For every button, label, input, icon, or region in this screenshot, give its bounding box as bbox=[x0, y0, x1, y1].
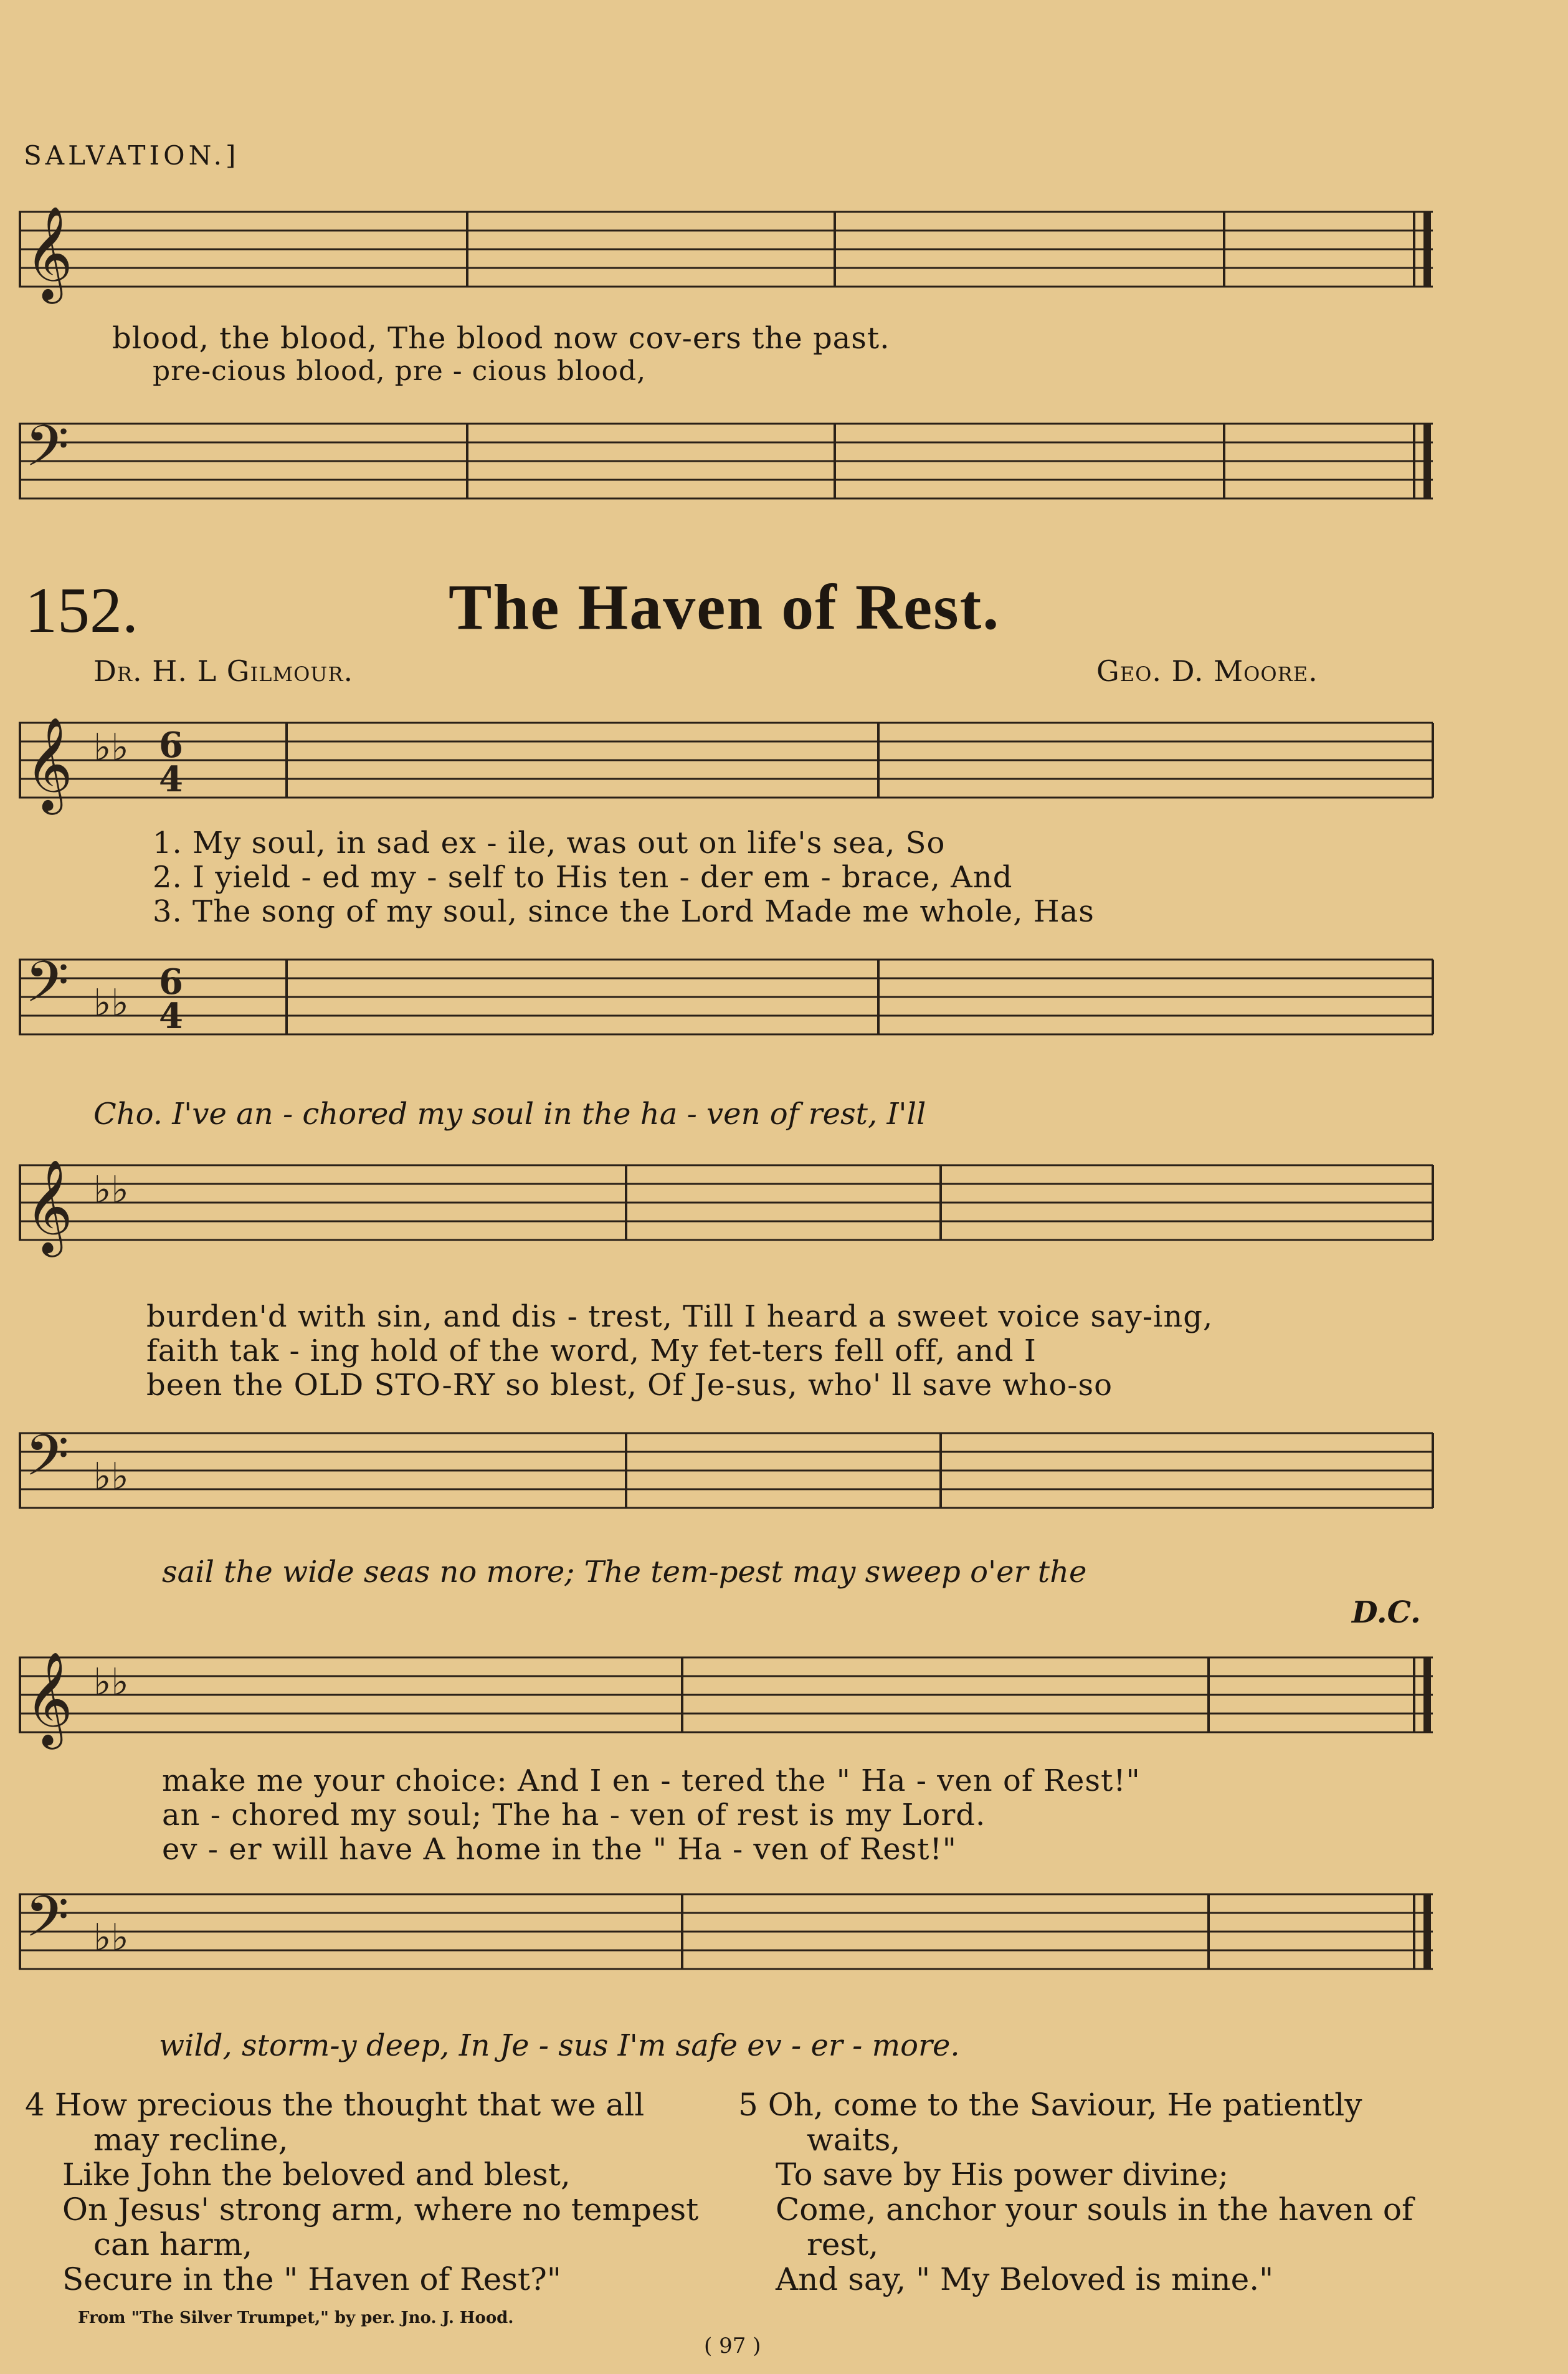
system-3-bass-lines bbox=[19, 1869, 1439, 1994]
system-1-chorus: Cho. I've an - chored my soul in the ha - ven of rest, I'll bbox=[93, 1097, 926, 1132]
system-1-bass-staff bbox=[19, 935, 1439, 1059]
verse-4-line-5: can harm, bbox=[93, 2226, 253, 2262]
svg-text:♭♭: ♭♭ bbox=[93, 1455, 129, 1499]
system-2-treble-staff bbox=[19, 1140, 1439, 1265]
svg-text:6: 6 bbox=[159, 725, 183, 766]
svg-text:♭♭: ♭♭ bbox=[93, 1661, 129, 1704]
svg-text:𝄞: 𝄞 bbox=[25, 1158, 73, 1253]
verse-5-number: 5 bbox=[738, 2087, 758, 2123]
svg-text:𝄢: 𝄢 bbox=[25, 949, 69, 1029]
system-3-verse-2: an - chored my soul; The ha - ven of rest is my Lord. bbox=[162, 1798, 986, 1833]
verse-4-line-1: 4 How precious the thought that we all bbox=[25, 2087, 645, 2123]
svg-text:♭♭: ♭♭ bbox=[93, 1916, 129, 1960]
system-3-bass-staff bbox=[19, 1869, 1439, 1994]
prev-treble-staff-lines bbox=[19, 187, 1439, 312]
verse-5-line-3: To save by His power divine; bbox=[776, 2157, 1229, 2193]
system-1-treble-lines bbox=[19, 698, 1439, 822]
svg-text:𝄞: 𝄞 bbox=[25, 716, 73, 811]
svg-text:𝄢: 𝄢 bbox=[25, 1884, 69, 1963]
author: Dr. H. L Gilmour. bbox=[93, 654, 354, 688]
verse-5-line-6: And say, " My Beloved is mine." bbox=[776, 2261, 1274, 2297]
system-3-verse-1: make me your choice: And I en - tered the " Ha - ven of Rest!" bbox=[162, 1763, 1141, 1798]
composer: Geo. D. Moore. bbox=[1096, 654, 1318, 688]
svg-text:𝄢: 𝄢 bbox=[25, 1423, 69, 1502]
verse-5-line-1: 5 Oh, come to the Saviour, He patiently bbox=[738, 2087, 1362, 2123]
system-3-chorus: wild, storm-y deep, In Je - sus I'm safe ev - er - more. bbox=[159, 2028, 960, 2063]
system-3-treble-staff bbox=[19, 1633, 1439, 1757]
hymn-number: 152. bbox=[25, 574, 138, 646]
prev-bass-staff bbox=[19, 399, 1439, 523]
verse-5-line-4: Come, anchor your souls in the haven of bbox=[776, 2191, 1414, 2228]
svg-text:6: 6 bbox=[159, 961, 183, 1003]
svg-text:4: 4 bbox=[159, 759, 183, 800]
prev-bass-staff-lines bbox=[19, 399, 1439, 523]
system-3-verse-3: ev - er will have A home in the " Ha - ven of Rest!" bbox=[162, 1832, 957, 1867]
verse-4-line-4: On Jesus' strong arm, where no tempest bbox=[62, 2191, 699, 2228]
verse-5-line-2: waits, bbox=[807, 2122, 901, 2158]
svg-text:4: 4 bbox=[159, 996, 183, 1037]
system-2-treble-lines bbox=[19, 1140, 1439, 1265]
footnote: From "The Silver Trumpet," by per. Jno. J. Hood. bbox=[78, 2309, 514, 2327]
da-capo: D.C. bbox=[1352, 1595, 1421, 1630]
system-1-verse-2: 2. I yield - ed my - self to His ten - der em - brace, And bbox=[153, 860, 1013, 895]
prev-lyric-line-1: blood, the blood, The blood now cov-ers the past. bbox=[112, 321, 890, 356]
system-1-verse-3: 3. The song of my soul, since the Lord Made me whole, Has bbox=[153, 894, 1095, 929]
system-2-verse-3: been the OLD STO-RY so blest, Of Je-sus, who' ll save who-so bbox=[146, 1368, 1113, 1403]
section-label: SALVATION.] bbox=[24, 140, 240, 171]
system-1-verse-1: 1. My soul, in sad ex - ile, was out on life's sea, So bbox=[153, 826, 946, 860]
svg-text:♭♭: ♭♭ bbox=[93, 726, 129, 770]
verse-4-line-3: Like John the beloved and blest, bbox=[62, 2157, 571, 2193]
svg-text:𝄞: 𝄞 bbox=[25, 205, 73, 300]
svg-text:♭♭: ♭♭ bbox=[93, 981, 129, 1025]
svg-text:♭♭: ♭♭ bbox=[93, 1168, 129, 1212]
verse-5-line-5: rest, bbox=[807, 2226, 879, 2262]
system-1-treble-staff bbox=[19, 698, 1439, 822]
system-2-verse-1: burden'd with sin, and dis - trest, Till I heard a sweet voice say-ing, bbox=[146, 1299, 1214, 1334]
system-2-bass-lines bbox=[19, 1408, 1439, 1533]
prev-treble-staff bbox=[19, 187, 1439, 312]
prev-lyric-line-2: pre-cious blood, pre - cious blood, bbox=[153, 355, 647, 387]
verse-4-line-2: may recline, bbox=[93, 2122, 288, 2158]
system-2-chorus: sail the wide seas no more; The tem-pest may sweep o'er the bbox=[162, 1555, 1087, 1590]
system-2-verse-2: faith tak - ing hold of the word, My fet-ters fell off, and I bbox=[146, 1333, 1037, 1368]
svg-text:𝄞: 𝄞 bbox=[25, 1651, 73, 1745]
verse-4-line-6: Secure in the " Haven of Rest?" bbox=[62, 2261, 561, 2297]
page-number: ( 97 ) bbox=[704, 2333, 761, 2358]
system-2-bass-staff bbox=[19, 1408, 1439, 1533]
system-3-treble-lines bbox=[19, 1633, 1439, 1757]
verse-4-number: 4 bbox=[25, 2087, 45, 2123]
hymn-title: The Haven of Rest. bbox=[449, 571, 1000, 643]
verse-4 bbox=[25, 2087, 698, 2297]
system-1-bass-lines bbox=[19, 935, 1439, 1059]
svg-text:𝄢: 𝄢 bbox=[25, 413, 69, 493]
verse-5 bbox=[738, 2087, 1414, 2297]
